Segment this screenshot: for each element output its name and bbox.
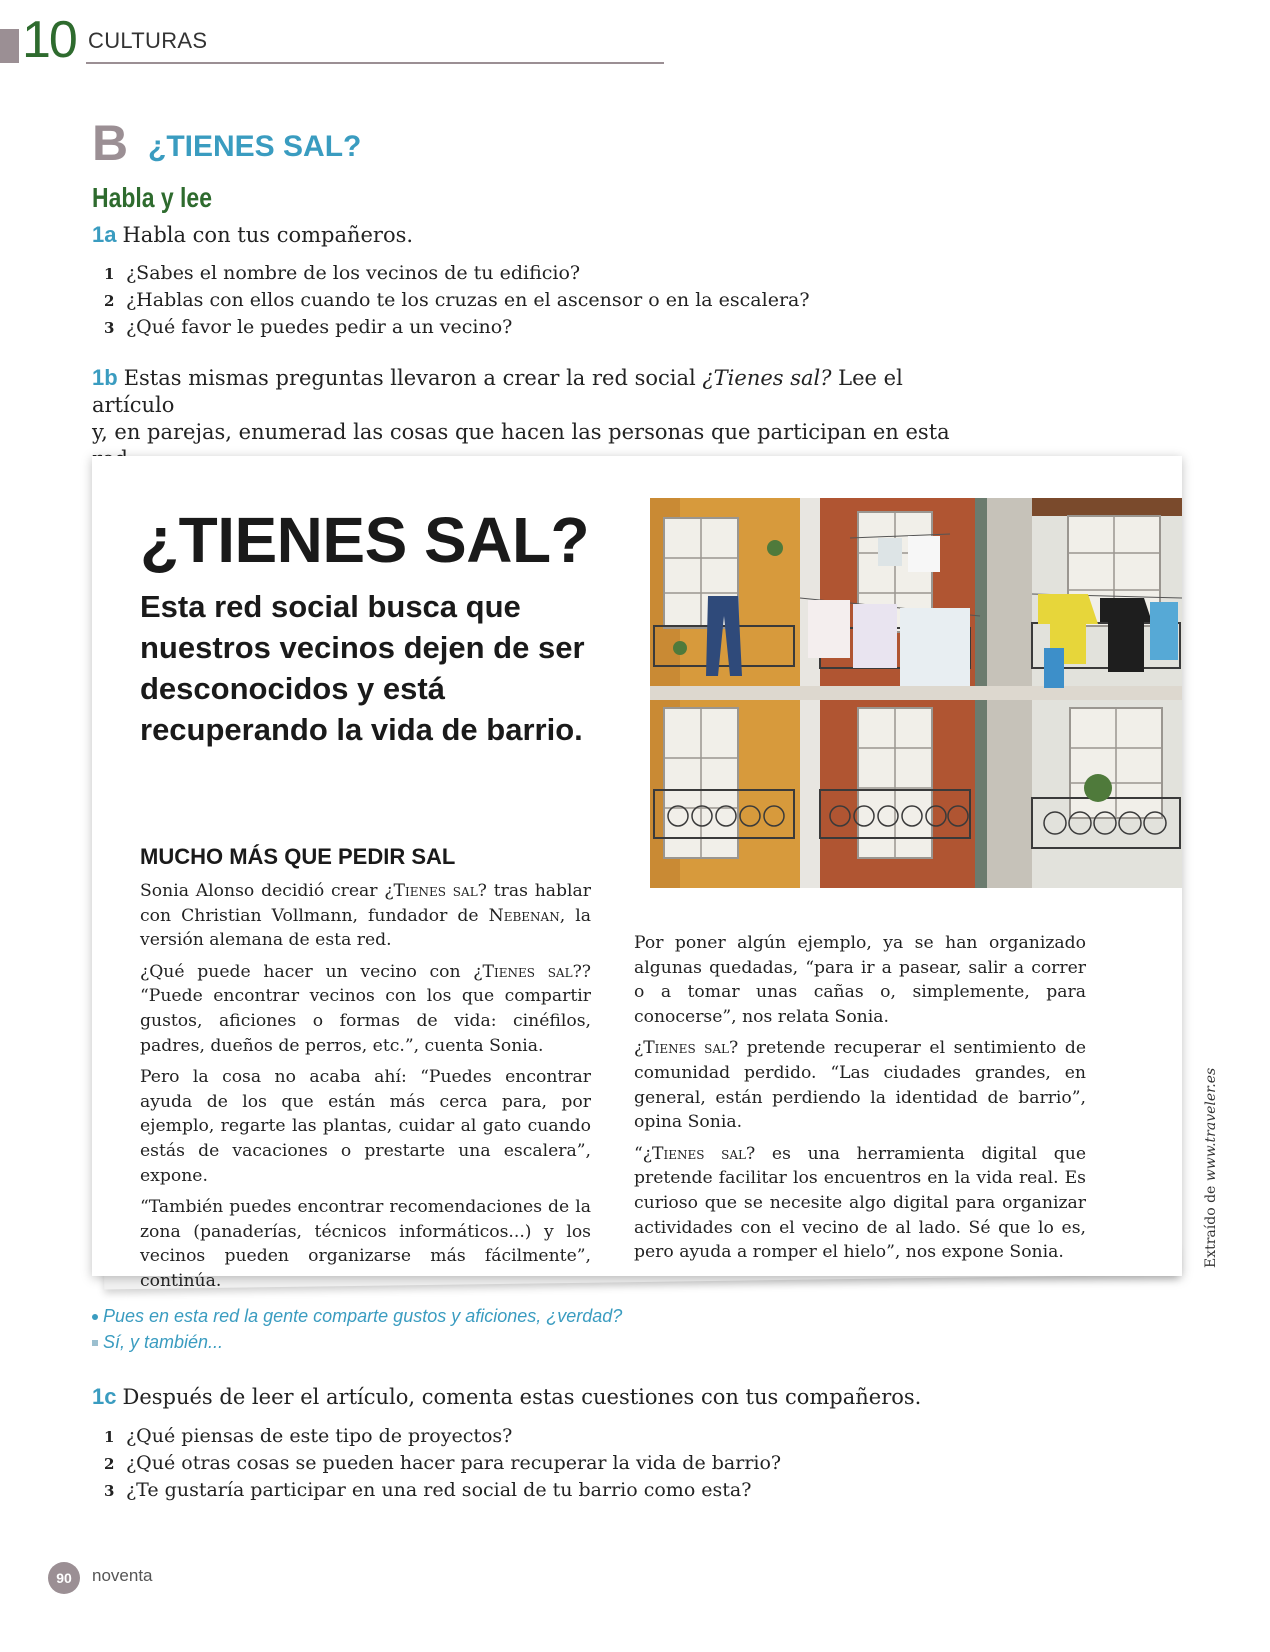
list-item — [104, 262, 810, 289]
dialogue-line-2: Sí, y también... — [92, 1332, 223, 1353]
article-right-column — [634, 931, 1086, 1272]
article-subtitle: MUCHO MÁS QUE PEDIR SAL — [140, 844, 456, 869]
article-title: ¿TIENES SAL? — [140, 504, 590, 576]
question-text: ¿Sabes el nombre de los vecinos de tu edificio? — [126, 262, 581, 284]
question-text: ¿Hablas con ellos cuando te los cruzas en el ascensor o en la escalera? — [126, 289, 810, 311]
exercise-1c-instruction — [92, 1384, 921, 1410]
list-item — [104, 1425, 781, 1452]
instruction-text: Después de leer el artículo, comenta estas cuestiones con tus compañeros. — [122, 1385, 922, 1409]
unit-color-block — [0, 29, 19, 63]
section-title: ¿TIENES SAL? — [148, 130, 362, 163]
list-item — [104, 289, 810, 316]
paragraph: Por poner algún ejemplo, ya se han organizado algunas quedadas, “para ir a pasear, salir a correr o a tomar unas cañas o, simplemente, para conocerse”, nos relata Sonia. — [634, 933, 1086, 1027]
exercise-label: 1b — [92, 365, 118, 390]
list-item — [104, 1452, 781, 1479]
instruction-text: Lee el artículo — [92, 366, 903, 417]
paragraph: “También puedes encontrar recomendaciones de la zona (panaderías, técnicos informáticos...) y los vecinos pueden organizarse más fácilmente”, continúa. — [140, 1197, 591, 1291]
building-facade-photo — [650, 498, 1182, 888]
header-rule — [86, 62, 664, 64]
article-left-column — [140, 879, 591, 1301]
section-subheading: Habla y lee — [92, 182, 212, 213]
unit-number: 10 — [22, 11, 76, 69]
paragraph: Sonia Alonso decidió crear ¿Tienes sal? tras hablar con Christian Vollmann, fundador de Nebenan, la versión alemana de esta red. — [140, 881, 591, 951]
question-text: ¿Qué favor le puedes pedir a un vecino? — [126, 316, 513, 338]
section-letter: B — [92, 115, 129, 171]
exercise-label: 1a — [92, 222, 117, 247]
article-card — [92, 456, 1182, 1291]
speaker-b-bullet — [92, 1340, 98, 1346]
question-text: ¿Qué piensas de este tipo de proyectos? — [126, 1425, 513, 1447]
instruction-text: Estas mismas preguntas llevaron a crear la red social — [123, 366, 703, 390]
page-number-word: noventa — [92, 1566, 153, 1585]
question-number: 2 — [104, 1455, 115, 1473]
question-number: 3 — [104, 319, 115, 337]
question-number: 1 — [104, 265, 115, 283]
exercise-1a-questions — [104, 262, 810, 343]
paragraph: ¿Tienes sal? pretende recuperar el sentimiento de comunidad perdido. “Las ciudades grandes, en general, están perdiendo la identidad de barrio”, opina Sonia. — [634, 1038, 1087, 1133]
instruction-text: Habla con tus compañeros. — [122, 223, 414, 247]
paragraph: ¿Qué puede hacer un vecino con ¿Tienes sal?? “Puede encontrar vecinos con los que compartir gustos, aficiones o formas de vida: cinéfilos, padres, dueños de perros, etc.”, cuenta Sonia. — [140, 961, 591, 1056]
network-name: ¿Tienes sal? — [702, 366, 832, 390]
article-credit: Extraído de www.traveler.es — [1203, 1067, 1219, 1268]
exercise-1c-questions — [104, 1425, 781, 1506]
page-number-badge: 90 — [48, 1562, 80, 1594]
question-number: 1 — [104, 1428, 115, 1446]
question-number: 2 — [104, 292, 115, 310]
unit-title: CULTURAS — [88, 28, 208, 53]
speaker-a-bullet — [92, 1314, 98, 1320]
exercise-1a-instruction — [92, 222, 413, 248]
question-text: ¿Qué otras cosas se pueden hacer para recuperar la vida de barrio? — [126, 1452, 782, 1474]
paragraph: Pero la cosa no acaba ahí: “Puedes encontrar ayuda de los que están más cerca para, por ejemplo, regarte las plantas, cuidar al gato cuando estás de vacaciones o prestarte una escalera”, expone. — [140, 1067, 591, 1186]
list-item — [104, 1479, 781, 1506]
article-lead: Esta red social busca que nuestros vecinos dejen de ser desconocidos y está recuperando la vida de barrio. — [140, 589, 585, 747]
exercise-label: 1c — [92, 1384, 117, 1409]
dialogue-line-1: Pues en esta red la gente comparte gustos y aficiones, ¿verdad? — [92, 1306, 622, 1327]
question-text: ¿Te gustaría participar en una red social de tu barrio como esta? — [126, 1479, 752, 1501]
instruction-text: y, en parejas, enumerad las cosas que hacen las personas que participan en esta — [92, 420, 950, 444]
question-number: 3 — [104, 1482, 115, 1500]
list-item — [104, 316, 810, 343]
paragraph: “¿Tienes sal? es una herramienta digital que pretende facilitar los encuentros en la vida real. Es curioso que se necesite algo digital para organizar actividades con el vecino de al lado. Sé que lo es, pero ayuda a romper el hielo”, nos expone Sonia. — [634, 1143, 1086, 1263]
